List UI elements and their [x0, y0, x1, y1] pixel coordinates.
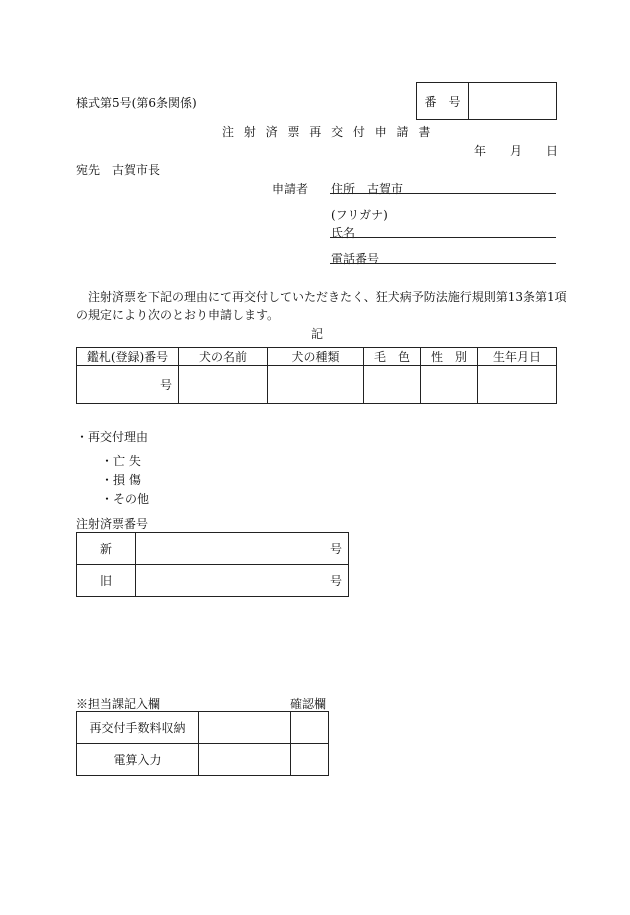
document-title: 注 射 済 票 再 交 付 申 請 書	[222, 125, 434, 139]
dog-breed-cell[interactable]	[268, 366, 364, 404]
header-dog-name: 犬の名前	[179, 348, 268, 366]
ki-heading: 記	[311, 327, 324, 341]
office-use-title: ※担当課記入欄	[76, 697, 161, 711]
applicant-address[interactable]: 住所 古賀市	[331, 182, 404, 196]
tag-number-title: 注射済票番号	[76, 517, 149, 531]
number-field[interactable]	[469, 83, 557, 120]
computer-entry-label: 電算入力	[77, 744, 199, 776]
date-line[interactable]: 年 月 日	[474, 144, 559, 158]
address-underline	[330, 193, 556, 194]
number-label: 番 号	[417, 83, 469, 120]
tag-old-field[interactable]: 号	[136, 565, 349, 597]
applicant-phone[interactable]: 電話番号	[331, 252, 380, 266]
license-number-cell[interactable]: 号	[77, 366, 179, 404]
fee-received-field[interactable]	[199, 712, 291, 744]
fee-received-confirm[interactable]	[291, 712, 329, 744]
computer-entry-confirm[interactable]	[291, 744, 329, 776]
coat-color-cell[interactable]	[364, 366, 421, 404]
fee-received-label: 再交付手数料収納	[77, 712, 199, 744]
reason-lost[interactable]: ・亡 失	[101, 454, 141, 468]
header-coat-color: 毛 色	[364, 348, 421, 366]
header-dog-breed: 犬の種類	[268, 348, 364, 366]
reason-damaged[interactable]: ・損 傷	[101, 473, 141, 487]
tag-new-field[interactable]: 号	[136, 533, 349, 565]
applicant-furigana[interactable]: (フリガナ)	[331, 208, 388, 222]
confirm-label: 確認欄	[290, 697, 327, 711]
reason-other[interactable]: ・その他	[101, 492, 150, 506]
reason-title: ・再交付理由	[76, 430, 149, 444]
computer-entry-field[interactable]	[199, 744, 291, 776]
header-birthdate: 生年月日	[478, 348, 557, 366]
body-line-1: 注射済票を下記の理由にて再交付していただきたく、狂犬病予防法施行規則第13条第1項	[88, 290, 567, 304]
dog-info-table	[76, 347, 557, 404]
number-box	[416, 82, 557, 120]
addressee: 宛先 古賀市長	[76, 163, 161, 177]
dog-name-cell[interactable]	[179, 366, 268, 404]
applicant-name[interactable]: 氏名	[331, 226, 356, 240]
header-sex: 性 別	[421, 348, 478, 366]
office-use-table	[76, 711, 329, 776]
birthdate-cell[interactable]	[478, 366, 557, 404]
body-line-2: の規定により次のとおり申請します。	[76, 308, 280, 322]
sex-cell[interactable]	[421, 366, 478, 404]
tag-new-label: 新	[77, 533, 136, 565]
form-number: 様式第5号(第6条関係)	[76, 96, 197, 110]
tag-old-label: 旧	[77, 565, 136, 597]
tag-number-table	[76, 532, 349, 597]
phone-underline	[330, 263, 556, 264]
applicant-label: 申請者	[272, 182, 309, 196]
name-underline	[330, 237, 556, 238]
header-license-number: 鑑札(登録)番号	[77, 348, 179, 366]
